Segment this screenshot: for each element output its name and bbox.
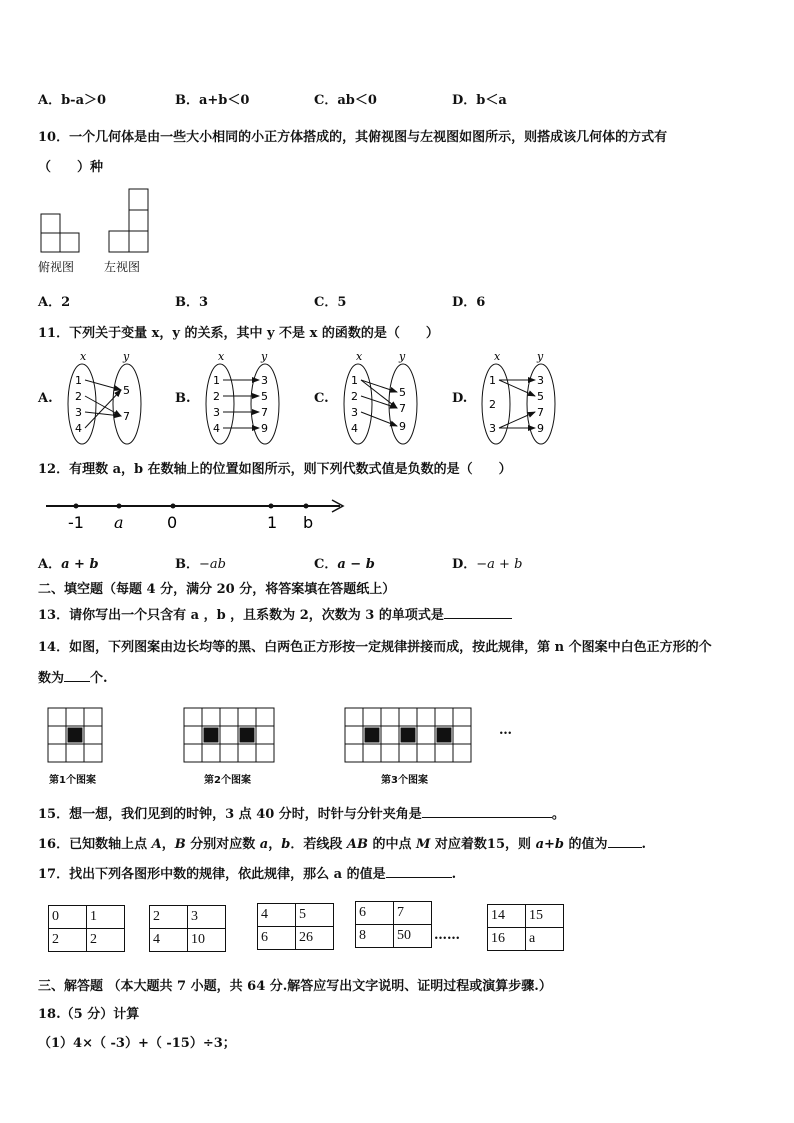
table-cell: 6: [258, 927, 296, 950]
white-square: [220, 708, 238, 726]
x-element: 3: [489, 422, 496, 435]
pattern-caption-2: 第2个图案: [204, 775, 251, 786]
white-square: [256, 744, 274, 762]
set-label-y: y: [537, 350, 544, 363]
black-square: [240, 728, 254, 742]
white-square: [84, 726, 102, 744]
table-cell: 5: [296, 904, 334, 927]
white-square: [256, 708, 274, 726]
x-element: 3: [75, 406, 82, 419]
q11-option-d-label: D.: [452, 391, 468, 406]
white-square: [256, 726, 274, 744]
black-square: [401, 728, 415, 742]
y-element: 7: [399, 402, 406, 415]
white-square: [453, 744, 471, 762]
table-cell: 15: [526, 905, 564, 928]
set-label-x: x: [218, 350, 225, 363]
table-cell: 8: [356, 925, 394, 948]
table-cell: 4: [150, 929, 188, 952]
x-element: 1: [75, 374, 82, 387]
q11-option-b-label: B.: [175, 391, 191, 406]
set-label-x: x: [356, 350, 363, 363]
q10-text-cont: （ ）种: [38, 160, 104, 175]
point-neg1: [74, 504, 79, 509]
table-cell: 7: [394, 902, 432, 925]
white-square: [84, 708, 102, 726]
q10-option-a: A．2: [38, 295, 71, 310]
q17-text: 17．找出下列各图形中数的规律，依此规律，那么 a 的值是 .: [38, 867, 457, 882]
mapping-diagram-b: [198, 350, 298, 450]
y-element: 5: [399, 386, 406, 399]
y-element: 7: [537, 406, 544, 419]
point-1: [269, 504, 274, 509]
mapping-diagram-d: [474, 350, 574, 450]
x-element: 1: [351, 374, 358, 387]
white-square: [435, 708, 453, 726]
table-cell: 16: [488, 928, 526, 951]
x-element: 3: [213, 406, 220, 419]
number-table-1: [48, 905, 125, 952]
y-element: 9: [537, 422, 544, 435]
left-view-cell: [129, 231, 148, 252]
set-label-y: y: [123, 350, 130, 363]
mapping-arrow: [85, 390, 121, 428]
white-square: [184, 708, 202, 726]
table-cell: 4: [258, 904, 296, 927]
white-square: [202, 708, 220, 726]
white-square: [453, 726, 471, 744]
white-square: [363, 744, 381, 762]
q9-option-b: B．a+b＜0: [175, 93, 250, 108]
x-element: 2: [75, 390, 82, 403]
x-element: 4: [75, 422, 82, 435]
left-view-cell: [129, 210, 148, 231]
domain-set-x: [344, 364, 372, 444]
white-square: [220, 744, 238, 762]
white-square: [381, 744, 399, 762]
x-element: 4: [213, 422, 220, 435]
axis-label-neg1: -1: [68, 513, 84, 532]
black-square: [68, 728, 82, 742]
table-cell: 2: [150, 906, 188, 929]
top-view-cell: [41, 214, 60, 233]
x-element: 1: [213, 374, 220, 387]
table-cell: 10: [188, 929, 226, 952]
number-table-5: [487, 904, 564, 951]
white-square: [345, 726, 363, 744]
x-element: 4: [351, 422, 358, 435]
q9-option-c: C．ab＜0: [314, 93, 377, 108]
section3-heading: 三、解答题 （本大题共 7 小题，共 64 分.解答应写出文字说明、证明过程或演算步骤.）: [38, 979, 552, 994]
domain-set-x: [482, 364, 510, 444]
white-square: [417, 744, 435, 762]
axis-label-1: 1: [267, 513, 278, 532]
set-label-y: y: [261, 350, 268, 363]
white-square: [238, 744, 256, 762]
pattern-caption-3: 第3个图案: [381, 775, 428, 786]
white-square: [381, 726, 399, 744]
white-square: [66, 744, 84, 762]
white-square: [345, 708, 363, 726]
table-cell: 2: [49, 929, 87, 952]
white-square: [220, 726, 238, 744]
q12-option-b: B．−ab: [175, 557, 226, 572]
codomain-set-y: [113, 364, 141, 444]
x-element: 2: [213, 390, 220, 403]
q13-text: 13．请你写出一个只含有 a ，b ，且系数为 2，次数为 3 的单项式是: [38, 604, 512, 623]
axis-label-b: b: [303, 513, 314, 532]
point-b: [304, 504, 309, 509]
mapping-arrow: [361, 380, 397, 408]
black-square: [204, 728, 218, 742]
set-label-x: x: [494, 350, 501, 363]
q18-part1: （1）4×（ -3）+（ -15）÷3；: [38, 1036, 236, 1051]
number-table-4: [355, 901, 432, 948]
y-element: 9: [399, 420, 406, 433]
three-view-figure: [38, 186, 158, 256]
white-square: [184, 726, 202, 744]
white-square: [363, 708, 381, 726]
white-square: [399, 744, 417, 762]
domain-set-x: [206, 364, 234, 444]
q12-text: 12．有理数 a，b 在数轴上的位置如图所示，则下列代数式值是负数的是（ ）: [38, 462, 512, 477]
q10-text: 10．一个几何体是由一些大小相同的小正方体搭成的，其俯视图与左视图如图所示，则搭成该几何体的方式有: [38, 130, 668, 145]
q14-answer-blank[interactable]: [64, 669, 90, 682]
q12-option-d: D．−a + b: [452, 557, 523, 572]
left-view-cell: [129, 189, 148, 210]
table-cell: 2: [87, 929, 125, 952]
table-cell: 3: [188, 906, 226, 929]
white-square: [66, 708, 84, 726]
q12-option-c: C．a − b: [314, 557, 375, 572]
black-square: [365, 728, 379, 742]
table-cell: 50: [394, 925, 432, 948]
white-square: [417, 708, 435, 726]
mapping-arrow: [361, 396, 397, 408]
white-square: [399, 708, 417, 726]
top-view-cell: [41, 233, 60, 252]
white-square: [184, 744, 202, 762]
white-square: [48, 708, 66, 726]
number-table-2: [149, 905, 226, 952]
q16-text: 16．已知数轴上点 A，B 分别对应数 a，b．若线段 AB 的中点 M 对应着数15，则 a+b 的值为 .: [38, 837, 647, 852]
x-element: 3: [351, 406, 358, 419]
point-a: [117, 504, 122, 509]
x-element: 2: [351, 390, 358, 403]
mapping-arrow: [361, 412, 397, 426]
q11-text: 11．下列关于变量 x，y 的关系，其中 y 不是 x 的函数的是（ ）: [38, 326, 439, 341]
y-element: 3: [261, 374, 268, 387]
axis-label-0: 0: [167, 513, 178, 532]
white-square: [48, 744, 66, 762]
q14-text-cont: 数为 个.: [38, 671, 108, 686]
white-square: [345, 744, 363, 762]
number-line: [40, 495, 360, 535]
q16-answer-blank[interactable]: [608, 835, 642, 848]
pattern-2: [183, 707, 275, 763]
white-square: [238, 708, 256, 726]
white-square: [48, 726, 66, 744]
q17-answer-blank[interactable]: [386, 865, 452, 878]
q11-option-a-label: A.: [38, 391, 53, 406]
q17-ellipsis: ……: [434, 928, 460, 943]
q14-ellipsis: …: [499, 723, 512, 738]
mapping-diagram-a: [60, 350, 160, 450]
left-view-cell: [109, 231, 129, 252]
q18-title: 18.（5 分）计算: [38, 1007, 140, 1022]
white-square: [381, 708, 399, 726]
y-element: 7: [261, 406, 268, 419]
top-view-cell: [60, 233, 79, 252]
point-0: [171, 504, 176, 509]
pattern-caption-1: 第1个图案: [49, 775, 96, 786]
table-cell: 14: [488, 905, 526, 928]
q15-answer-blank[interactable]: [422, 805, 552, 818]
q10-option-c: C．5: [314, 295, 347, 310]
q10-option-b: B．3: [175, 295, 209, 310]
top-view-label: 俯视图: [38, 260, 75, 274]
x-element: 1: [489, 374, 496, 387]
y-element: 5: [123, 384, 130, 397]
white-square: [202, 744, 220, 762]
section2-heading: 二、填空题（每题 4 分，满分 20 分，将答案填在答题纸上）: [38, 582, 396, 597]
table-cell: 1: [87, 906, 125, 929]
white-square: [453, 708, 471, 726]
y-element: 5: [261, 390, 268, 403]
pattern-3: [344, 707, 472, 763]
q10-option-d: D．6: [452, 295, 486, 310]
left-view-label: 左视图: [104, 260, 141, 274]
mapping-diagram-c: [336, 350, 436, 450]
q15-text: 15．想一想，我们见到的时钟，3 点 40 分时，时针与分针夹角是 。: [38, 807, 565, 822]
q11-option-c-label: C.: [314, 391, 329, 406]
y-element: 5: [537, 390, 544, 403]
table-cell: 0: [49, 906, 87, 929]
white-square: [417, 726, 435, 744]
table-cell: a: [526, 928, 564, 951]
axis-label-a: a: [114, 513, 124, 532]
q14-text: 14．如图，下列图案由边长均等的黑、白两色正方形按一定规律拼接而成，按此规律，第 n 个图案中白色正方形的个: [38, 640, 712, 655]
q12-option-a: A．a + b: [38, 557, 99, 572]
table-cell: 26: [296, 927, 334, 950]
number-table-3: [257, 903, 334, 950]
white-square: [84, 744, 102, 762]
y-element: 3: [537, 374, 544, 387]
q13-answer-blank[interactable]: [444, 606, 512, 619]
table-cell: 6: [356, 902, 394, 925]
pattern-1: [47, 707, 103, 763]
set-label-x: x: [80, 350, 87, 363]
black-square: [437, 728, 451, 742]
q9-option-a: A．b-a＞0: [38, 93, 107, 108]
y-element: 9: [261, 422, 268, 435]
x-element: 2: [489, 398, 496, 411]
white-square: [435, 744, 453, 762]
set-label-y: y: [399, 350, 406, 363]
y-element: 7: [123, 410, 130, 423]
domain-set-x: [68, 364, 96, 444]
q9-option-d: D．b＜a: [452, 93, 507, 108]
